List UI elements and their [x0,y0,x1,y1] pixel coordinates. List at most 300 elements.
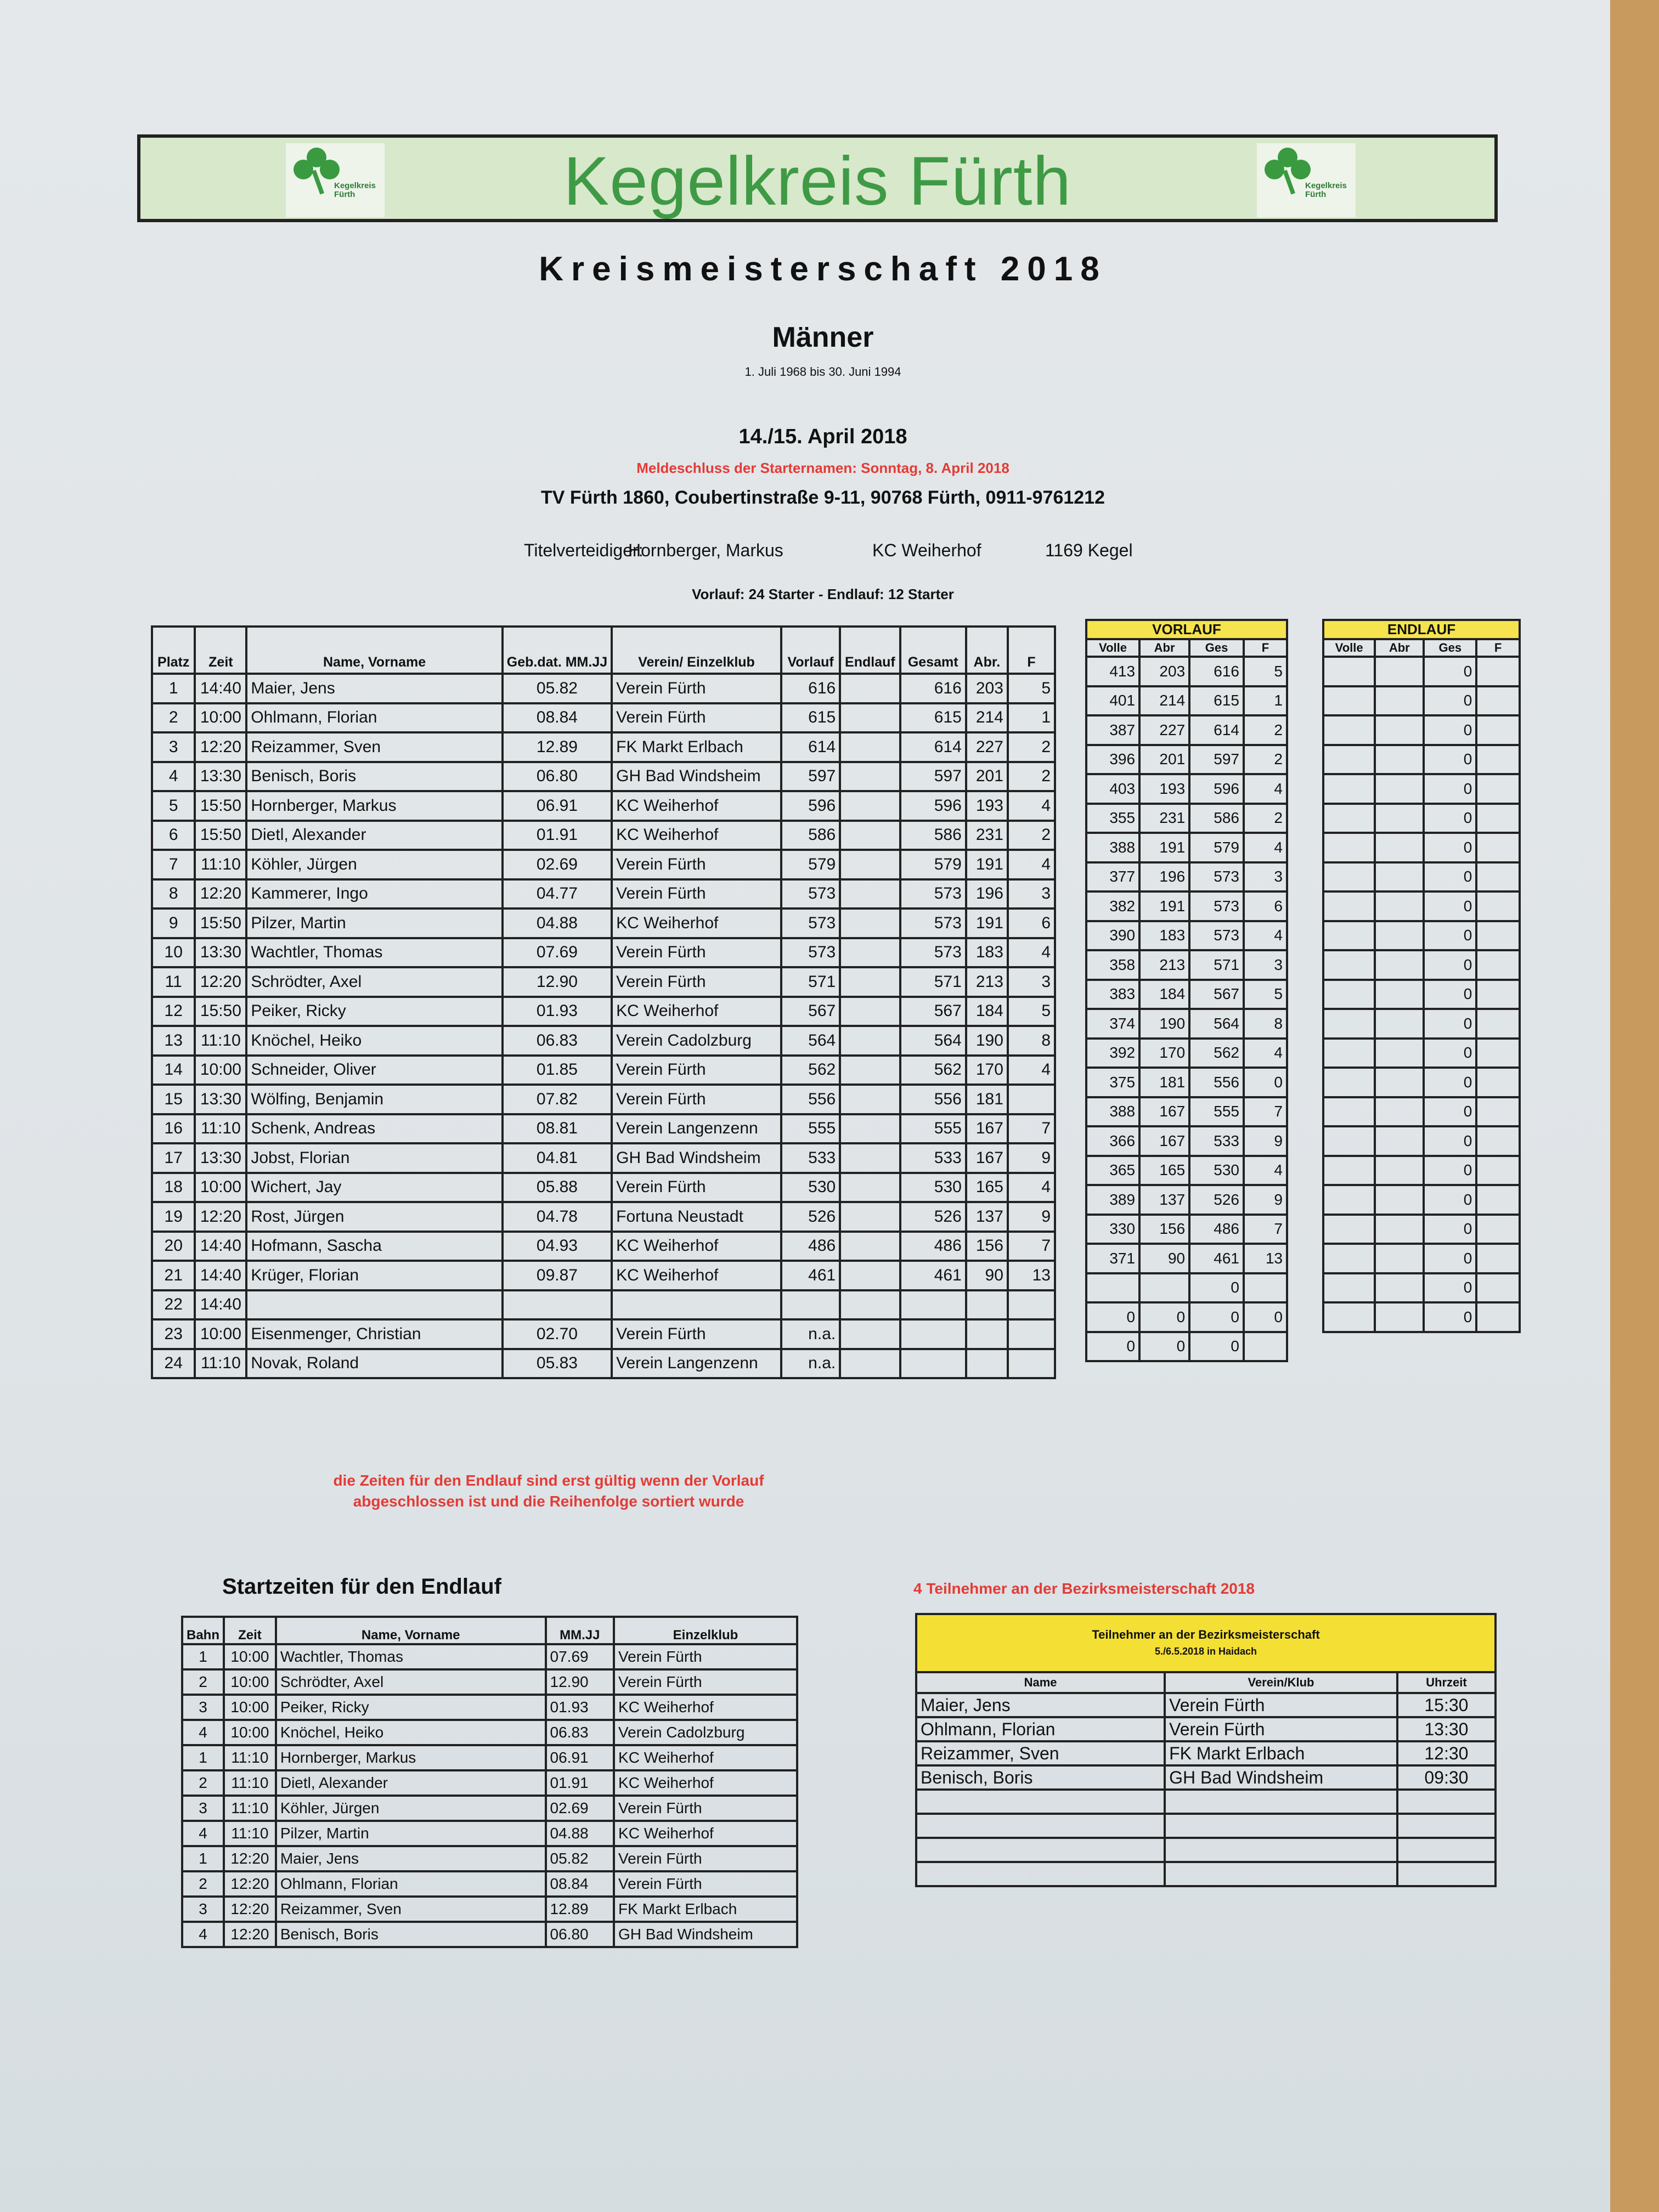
start-cell: 3 [182,1796,224,1821]
results-cell [840,1232,900,1261]
results-cell: 573 [900,938,966,968]
results-cell: 06.80 [503,762,612,792]
bezirk-header-cell: Verein/Klub [1165,1672,1397,1693]
bezirk-row [916,1693,1496,1717]
results-cell: 12:20 [195,1202,246,1232]
endlauf-header-row [1323,639,1520,657]
results-cell: 183 [966,938,1008,968]
endlauf-cell [1375,1156,1424,1186]
results-cell: 12:20 [195,967,246,997]
bezirk-row [916,1814,1496,1838]
results-cell: 01.93 [503,997,612,1026]
start-cell: 4 [182,1720,224,1745]
endlauf-cell [1323,1185,1375,1215]
vorlauf-cell: 190 [1139,1009,1189,1039]
endlauf-row [1323,833,1520,862]
endlauf-title: ENDLAUF [1323,620,1520,639]
vorlauf-cell: 0 [1189,1332,1244,1362]
defender-label: Titelverteidiger: [524,540,644,560]
results-cell: 06.91 [503,791,612,821]
results-cell: 23 [152,1319,195,1349]
vorlauf-cell: 2 [1244,745,1287,775]
vorlauf-cell: 530 [1189,1156,1244,1186]
endlauf-cell [1323,1039,1375,1068]
start-cell: KC Weiherhof [614,1745,797,1770]
vorlauf-cell: 203 [1139,657,1189,686]
endlauf-row [1323,1215,1520,1244]
endlauf-cell [1476,1097,1520,1127]
results-cell: 567 [781,997,840,1026]
vorlauf-row [1086,833,1287,862]
results-cell: 3 [152,732,195,762]
results-cell: 22 [152,1290,195,1320]
results-cell: n.a. [781,1319,840,1349]
vorlauf-cell: 571 [1189,950,1244,980]
start-cell: 12:20 [224,1922,276,1947]
endlauf-cell [1476,921,1520,951]
results-cell: 184 [966,997,1008,1026]
vorlauf-row [1086,980,1287,1009]
results-cell: 556 [781,1085,840,1114]
results-cell: Schenk, Andreas [246,1114,502,1144]
endlauf-header-cell: F [1476,639,1520,657]
results-cell: 17 [152,1143,195,1173]
results-cell [840,1056,900,1085]
results-cell [966,1319,1008,1349]
endlauf-header-cell: Volle [1323,639,1375,657]
vorlauf-cell: 366 [1086,1126,1139,1156]
results-cell: KC Weiherhof [612,909,781,938]
results-cell: 597 [900,762,966,792]
results-cell: 15:50 [195,821,246,850]
results-row [152,1202,1055,1232]
results-cell [1008,1085,1055,1114]
vorlauf-cell: 165 [1139,1156,1189,1186]
results-cell: 4 [1008,1056,1055,1085]
results-cell: 04.77 [503,879,612,909]
results-cell: 571 [900,967,966,997]
results-row [152,791,1055,821]
category-title: Männer [772,321,874,353]
results-cell: 06.83 [503,1026,612,1056]
results-cell: 14 [152,1056,195,1085]
bezirk-row [916,1765,1496,1790]
endlauf-cell [1323,774,1375,804]
vorlauf-cell [1086,1273,1139,1303]
results-cell [1008,1349,1055,1379]
results-cell [840,1143,900,1173]
vorlauf-cell: 213 [1139,950,1189,980]
bezirk-cell [1397,1814,1496,1838]
vorlauf-cell: 375 [1086,1068,1139,1097]
results-cell [840,703,900,733]
results-cell: 5 [152,791,195,821]
vorlauf-header-row [1086,639,1287,657]
endlauf-cell [1375,804,1424,833]
results-cell: 564 [781,1026,840,1056]
start-cell: 3 [182,1695,224,1720]
vorlauf-cell: 7 [1244,1097,1287,1127]
start-cell: Verein Fürth [614,1846,797,1871]
results-row [152,1261,1055,1290]
vorlauf-cell: 8 [1244,1009,1287,1039]
results-cell: KC Weiherhof [612,1232,781,1261]
results-row [152,1173,1055,1203]
results-cell: 203 [966,674,1008,703]
results-cell: 486 [900,1232,966,1261]
start-cell: Wachtler, Thomas [276,1644,546,1669]
vorlauf-cell: 90 [1139,1244,1189,1273]
results-cell: Schneider, Oliver [246,1056,502,1085]
defender-name: Hornberger, Markus [628,540,783,560]
results-cell: Verein Fürth [612,967,781,997]
endlauf-cell [1476,862,1520,892]
start-cell: 02.69 [546,1796,614,1821]
results-row [152,1143,1055,1173]
start-cell: 11:10 [224,1745,276,1770]
endlauf-cell [1375,921,1424,951]
results-cell: 14:40 [195,1232,246,1261]
results-cell: 556 [900,1085,966,1114]
vorlauf-cell: 4 [1244,774,1287,804]
results-cell: 193 [966,791,1008,821]
results-cell: 4 [1008,938,1055,968]
bezirk-cell: Reizammer, Sven [916,1741,1165,1765]
results-row [152,1026,1055,1056]
bezirk-cell: Ohlmann, Florian [916,1717,1165,1741]
bezirk-box-date: 5./6.5.2018 in Haidach [1154,1646,1257,1657]
vorlauf-row [1086,950,1287,980]
start-cell: FK Markt Erlbach [614,1897,797,1922]
results-cell: 5 [1008,674,1055,703]
bezirk-cell: Verein Fürth [1165,1717,1397,1741]
results-cell: 12.89 [503,732,612,762]
results-cell: 6 [1008,909,1055,938]
endlauf-cell [1476,686,1520,716]
endlauf-cell [1476,1244,1520,1273]
start-header-cell: Zeit [224,1617,276,1644]
start-cell: 10:00 [224,1695,276,1720]
results-cell: 13:30 [195,1085,246,1114]
results-cell: 9 [152,909,195,938]
results-cell: 190 [966,1026,1008,1056]
endlauf-cell [1476,1126,1520,1156]
results-cell: 11 [152,967,195,997]
results-cell: 586 [900,821,966,850]
results-cell [840,1085,900,1114]
endlauf-row [1323,686,1520,716]
results-cell: 05.88 [503,1173,612,1203]
results-cell [900,1319,966,1349]
vorlauf-cell: 214 [1139,686,1189,716]
results-cell: Verein Langenzenn [612,1349,781,1379]
results-cell: 15 [152,1085,195,1114]
endlauf-cell [1375,686,1424,716]
results-cell: GH Bad Windsheim [612,1143,781,1173]
start-cell: Köhler, Jürgen [276,1796,546,1821]
results-cell: 564 [900,1026,966,1056]
results-cell: 2 [1008,732,1055,762]
endlauf-cell [1375,1126,1424,1156]
endlauf-cell [1476,1039,1520,1068]
endlauf-cell [1375,745,1424,775]
start-cell: KC Weiherhof [614,1770,797,1796]
endlauf-row [1323,1068,1520,1097]
results-cell [840,879,900,909]
results-cell: 08.81 [503,1114,612,1144]
start-cell: 06.83 [546,1720,614,1745]
results-cell: 170 [966,1056,1008,1085]
endlauf-cell [1476,980,1520,1009]
start-cell: 01.91 [546,1770,614,1796]
results-cell: 10:00 [195,703,246,733]
results-cell: 167 [966,1143,1008,1173]
results-cell: 615 [900,703,966,733]
endlauf-cell: 0 [1424,1244,1476,1273]
endlauf-cell: 0 [1424,1273,1476,1303]
vorlauf-cell: 170 [1139,1039,1189,1068]
start-row [182,1897,797,1922]
results-cell: 02.70 [503,1319,612,1349]
results-cell [840,1349,900,1379]
bezirk-header-row [916,1672,1496,1693]
start-cell: Maier, Jens [276,1846,546,1871]
results-cell [840,674,900,703]
start-cell: Reizammer, Sven [276,1897,546,1922]
vorlauf-cell: 564 [1189,1009,1244,1039]
bezirk-cell [1397,1862,1496,1886]
vorlauf-header-cell: Ges [1189,639,1244,657]
bezirk-cell: GH Bad Windsheim [1165,1765,1397,1790]
vorlauf-cell: 201 [1139,745,1189,775]
results-cell: 12 [152,997,195,1026]
vorlauf-cell: 167 [1139,1126,1189,1156]
results-cell: 555 [900,1114,966,1144]
endlauf-cell: 0 [1424,657,1476,686]
results-cell: 1 [152,674,195,703]
start-cell: 3 [182,1897,224,1922]
results-cell: Rost, Jürgen [246,1202,502,1232]
endlauf-row [1323,1185,1520,1215]
results-cell: 11:10 [195,1026,246,1056]
results-cell: 1 [1008,703,1055,733]
vorlauf-cell: 586 [1189,804,1244,833]
vorlauf-row [1086,1185,1287,1215]
results-cell: 615 [781,703,840,733]
results-cell [840,1261,900,1290]
results-cell: Verein Cadolzburg [612,1026,781,1056]
start-row [182,1644,797,1669]
results-cell: 13:30 [195,938,246,968]
vorlauf-cell: 4 [1244,833,1287,862]
results-cell: 201 [966,762,1008,792]
start-cell: Peiker, Ricky [276,1695,546,1720]
vorlauf-cell: 567 [1189,980,1244,1009]
bezirk-cell [1165,1814,1397,1838]
vorlauf-row [1086,921,1287,951]
results-cell: 6 [152,821,195,850]
endlauf-note: die Zeiten für den Endlauf sind erst gültig wenn der Vorlauf abgeschlossen ist und die Reihenfolge sortiert wurde [333,1472,764,1510]
endlauf-cell [1375,657,1424,686]
results-cell: 4 [1008,1173,1055,1203]
starter-info: Vorlauf: 24 Starter - Endlauf: 12 Starter [692,586,954,602]
results-cell: 4 [1008,791,1055,821]
results-cell: 16 [152,1114,195,1144]
results-row [152,732,1055,762]
endlauf-row [1323,1302,1520,1332]
endlauf-row [1323,1126,1520,1156]
results-cell [1008,1319,1055,1349]
results-cell: 13 [1008,1261,1055,1290]
start-header-cell: MM.JJ [546,1617,614,1644]
results-cell: Ohlmann, Florian [246,703,502,733]
vorlauf-cell: 396 [1086,745,1139,775]
results-cell: 07.82 [503,1085,612,1114]
endlauf-cell: 0 [1424,745,1476,775]
vorlauf-row [1086,891,1287,921]
start-row [182,1695,797,1720]
results-header-cell: Geb.dat. MM.JJ [503,627,612,674]
endlauf-cell: 0 [1424,1039,1476,1068]
results-cell: 2 [152,703,195,733]
vorlauf-cell: 374 [1086,1009,1139,1039]
results-cell: 24 [152,1349,195,1379]
start-cell: Verein Fürth [614,1796,797,1821]
start-cell: 1 [182,1846,224,1871]
vorlauf-cell: 573 [1189,891,1244,921]
vorlauf-row [1086,686,1287,716]
endlauf-cell [1323,921,1375,951]
endlauf-row [1323,1039,1520,1068]
results-cell [840,1173,900,1203]
results-cell: 13:30 [195,1143,246,1173]
header-banner [137,134,1498,222]
bezirk-row [916,1790,1496,1814]
results-cell: Verein Fürth [612,1085,781,1114]
start-header-cell: Name, Vorname [276,1617,546,1644]
endlauf-cell [1375,1215,1424,1244]
vorlauf-header-cell: F [1244,639,1287,657]
results-cell [840,1202,900,1232]
start-cell: 11:10 [224,1770,276,1796]
results-cell: Verein Fürth [612,850,781,879]
results-cell: 616 [900,674,966,703]
vorlauf-cell: 137 [1139,1185,1189,1215]
endlauf-cell [1375,980,1424,1009]
endlauf-cell: 0 [1424,686,1476,716]
start-cell: Schrödter, Axel [276,1669,546,1695]
results-cell [840,791,900,821]
results-cell: 165 [966,1173,1008,1203]
start-row [182,1846,797,1871]
results-cell: 20 [152,1232,195,1261]
endlauf-cell [1375,715,1424,745]
banner-title: Kegelkreis Fürth [563,143,1072,219]
results-cell: 09.87 [503,1261,612,1290]
results-cell: 21 [152,1261,195,1290]
endlauf-cell [1375,891,1424,921]
vorlauf-cell: 389 [1086,1185,1139,1215]
start-cell: 11:10 [224,1821,276,1846]
results-cell: 597 [781,762,840,792]
results-cell [503,1290,612,1320]
start-cell: 12.89 [546,1897,614,1922]
endlauf-cell [1323,1273,1375,1303]
vorlauf-cell: 330 [1086,1215,1139,1244]
results-cell: FK Markt Erlbach [612,732,781,762]
results-cell [840,821,900,850]
results-row [152,1056,1055,1085]
results-cell: 555 [781,1114,840,1144]
results-cell: Hofmann, Sascha [246,1232,502,1261]
results-cell: 15:50 [195,909,246,938]
logo-text-left: Kegelkreis Fürth [334,181,376,199]
results-cell: 4 [1008,850,1055,879]
results-cell [840,1114,900,1144]
clover-logo-right [1257,143,1356,217]
endlauf-cell [1323,980,1375,1009]
endlauf-cell: 0 [1424,862,1476,892]
endlauf-row [1323,1273,1520,1303]
start-cell: Ohlmann, Florian [276,1871,546,1897]
vorlauf-cell: 3 [1244,950,1287,980]
results-cell: 8 [152,879,195,909]
results-cell: 90 [966,1261,1008,1290]
results-cell: Köhler, Jürgen [246,850,502,879]
results-cell: 533 [900,1143,966,1173]
endlauf-cell [1476,1185,1520,1215]
start-cell: 4 [182,1821,224,1846]
results-cell: 567 [900,997,966,1026]
endlauf-cell [1323,1097,1375,1127]
start-row [182,1770,797,1796]
results-cell: Pilzer, Martin [246,909,502,938]
results-row [152,1290,1055,1320]
vorlauf-cell: 596 [1189,774,1244,804]
vorlauf-cell: 413 [1086,657,1139,686]
endlauf-cell: 0 [1424,1185,1476,1215]
vorlauf-cell: 2 [1244,715,1287,745]
start-cell: 1 [182,1745,224,1770]
results-cell [840,967,900,997]
endlauf-cell [1323,1126,1375,1156]
results-cell: 181 [966,1085,1008,1114]
start-row [182,1871,797,1897]
vorlauf-cell: 227 [1139,715,1189,745]
endlauf-row [1323,1156,1520,1186]
results-cell: Verein Fürth [612,1056,781,1085]
endlauf-row [1323,1097,1520,1127]
start-row [182,1796,797,1821]
bezirk-cell: FK Markt Erlbach [1165,1741,1397,1765]
results-cell: 214 [966,703,1008,733]
results-cell: 18 [152,1173,195,1203]
vorlauf-cell: 526 [1189,1185,1244,1215]
vorlauf-cell: 191 [1139,891,1189,921]
vorlauf-cell: 0 [1139,1302,1189,1332]
vorlauf-cell: 9 [1244,1185,1287,1215]
start-cell: 12:20 [224,1897,276,1922]
results-cell: Kammerer, Ingo [246,879,502,909]
vorlauf-row [1086,1332,1287,1362]
bezirk-cell [916,1814,1165,1838]
vorlauf-cell: 358 [1086,950,1139,980]
bezirk-table [915,1613,1497,1887]
endlauf-cell [1476,745,1520,775]
endlauf-cell [1323,1244,1375,1273]
endlauf-cell: 0 [1424,980,1476,1009]
endlauf-header-cell: Abr [1375,639,1424,657]
